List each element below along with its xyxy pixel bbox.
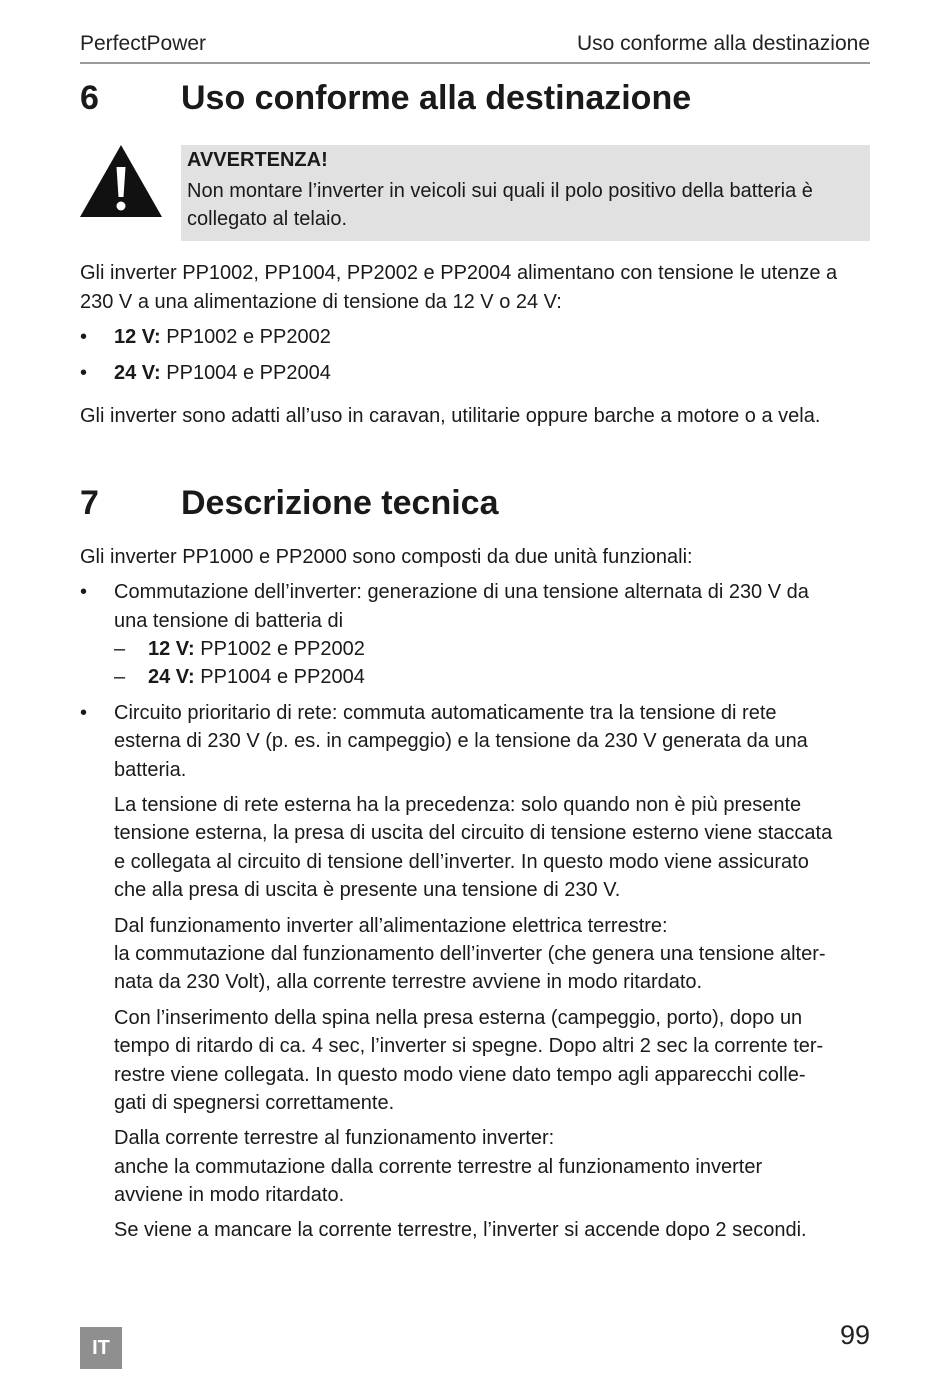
sub-list-item xyxy=(148,663,365,692)
paragraph-line: gati di spegnersi correttamente. xyxy=(114,1092,395,1114)
paragraph-line: tensione esterna, la presa di uscita del circuito di tensione esterno viene staccata xyxy=(114,822,833,844)
bullet-dot: • xyxy=(80,702,88,724)
bullet-1-line-2: una tensione di batteria di xyxy=(114,610,344,632)
running-header-brand: PerfectPower xyxy=(80,32,207,55)
list-item-label: 24 V: xyxy=(114,362,161,384)
paragraph-line: anche la commutazione dalla corrente terrestre al funzionamento inverter xyxy=(114,1156,763,1178)
warning-text: Non montare l’inverter in veicoli sui quali il polo positivo della batteria è collegato al telaio. xyxy=(187,180,813,230)
bullet-dot: • xyxy=(80,362,88,384)
page-number: 99 xyxy=(839,1320,870,1350)
sub-list-item-text: PP1002 e PP2002 xyxy=(194,638,365,660)
bullet-dot: • xyxy=(80,326,88,348)
language-label: IT xyxy=(92,1337,110,1359)
sub-list-item xyxy=(148,635,365,664)
list-item xyxy=(114,323,872,352)
dash-marker: – xyxy=(114,638,126,660)
bullet-1-line-1: Commutazione dell’inverter: generazione di una tensione alternata di 230 V da xyxy=(114,581,809,603)
paragraph-line: Se viene a mancare la corrente terrestre, l’inverter si accende dopo 2 secondi. xyxy=(114,1219,807,1241)
bullet-2-line: batteria. xyxy=(114,759,187,781)
dash-marker: – xyxy=(114,666,126,688)
header-divider xyxy=(80,62,870,64)
list-item xyxy=(114,359,872,388)
section-6-intro: Gli inverter PP1002, PP1004, PP2002 e PP2004 alimentano con tensione le utenze a 230 V a una alimentazione di tensione da 12 V o 24 V: xyxy=(80,262,838,313)
paragraph-line: la commutazione dal funzionamento dell’inverter (che genera una tensione alter- xyxy=(114,943,826,965)
running-header-section: Uso conforme alla destinazione xyxy=(577,32,870,55)
sub-list-item-label: 12 V: xyxy=(148,638,195,660)
bullet-2-line: esterna di 230 V (p. es. in campeggio) e la tensione da 230 V generata da una xyxy=(114,730,808,752)
paragraph-line: e collegata al circuito di tensione dell’inverter. In questo modo viene assicurato xyxy=(114,851,809,873)
paragraph-line: tempo di ritardo di ca. 4 sec, l’inverter si spegne. Dopo altri 2 sec la corrente ter- xyxy=(114,1035,824,1057)
paragraph-line: che alla presa di uscita è presente una tensione di 230 V. xyxy=(114,879,621,901)
paragraph-line: La tensione di rete esterna ha la precedenza: solo quando non è più presente xyxy=(114,794,802,816)
bullet-dot: • xyxy=(80,581,88,603)
paragraph-line: Dal funzionamento inverter all’alimentazione elettrica terrestre: xyxy=(114,915,668,937)
paragraph-line: nata da 230 Volt), alla corrente terrestre avviene in modo ritardato. xyxy=(114,971,703,993)
section-7-title: Descrizione tecnica xyxy=(181,484,499,522)
paragraph-line: Dalla corrente terrestre al funzionamento inverter: xyxy=(114,1127,555,1149)
warning-title: AVVERTENZA! xyxy=(187,149,328,171)
paragraph-line: Con l’inserimento della spina nella presa esterna (campeggio, porto), dopo un xyxy=(114,1007,803,1029)
list-item-label: 12 V: xyxy=(114,326,161,348)
section-7-number: 7 xyxy=(80,484,99,522)
section-6-number: 6 xyxy=(80,79,99,117)
section-6-outro: Gli inverter sono adatti all’uso in caravan, utilitarie oppure barche a motore o a vela. xyxy=(80,405,821,427)
list-item-text: PP1002 e PP2002 xyxy=(160,326,331,348)
list-item-text: PP1004 e PP2004 xyxy=(160,362,331,384)
paragraph-line: avviene in modo ritardato. xyxy=(114,1184,345,1206)
sub-list-item-label: 24 V: xyxy=(148,666,195,688)
section-7-intro: Gli inverter PP1000 e PP2000 sono composti da due unità funzionali: xyxy=(80,546,693,568)
warning-triangle-icon xyxy=(80,145,162,217)
bullet-2-line: Circuito prioritario di rete: commuta automaticamente tra la tensione di rete xyxy=(114,702,777,724)
paragraph-line: restre viene collegata. In questo modo viene dato tempo agli apparecchi colle- xyxy=(114,1064,806,1086)
section-6-title: Uso conforme alla destinazione xyxy=(181,79,692,117)
sub-list-item-text: PP1004 e PP2004 xyxy=(194,666,365,688)
